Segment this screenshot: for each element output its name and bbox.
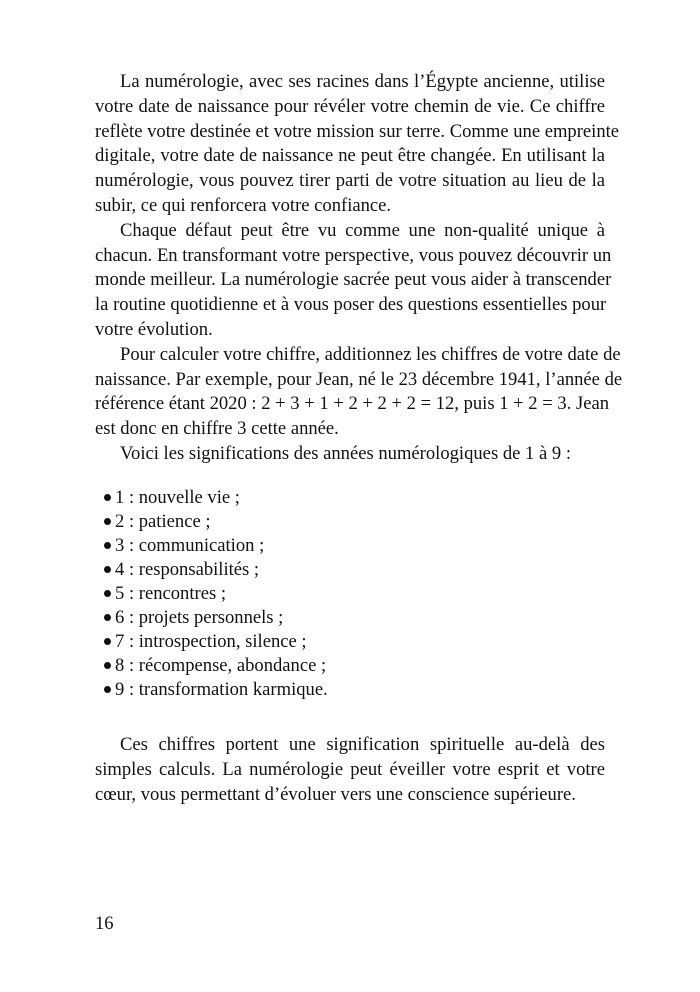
text-line: Voici les significations des années numérologiques de 1 à 9 : xyxy=(120,442,571,464)
text-line: cœur, vous permettant d’évoluer vers une conscience supérieure. xyxy=(95,783,576,805)
list-item xyxy=(104,678,604,702)
bullet-icon xyxy=(104,638,111,645)
list-item-text: 9 : transformation karmique. xyxy=(115,679,328,700)
body-text-top xyxy=(95,70,623,467)
text-line: Ces chiffres portent une signification spirituelle au-delà des xyxy=(120,734,605,755)
text-line: reflète votre destinée et votre mission sur terre. Comme une empreinte xyxy=(95,120,620,142)
list-item xyxy=(104,606,604,630)
text-line: digitale, votre date de naissance ne peut être changée. En utilisant la xyxy=(95,145,605,167)
paragraph xyxy=(95,70,620,219)
list-item-text: 4 : responsabilités ; xyxy=(115,559,260,580)
text-line: monde meilleur. La numérologie sacrée peut vous aider à transcender xyxy=(95,269,612,291)
text-line: votre date de naissance pour révéler votre chemin de vie. Ce chiffre xyxy=(95,95,605,117)
bullet-icon xyxy=(104,662,111,669)
list-item xyxy=(104,630,604,654)
text-line: Chaque défaut peut être vu comme une non-qualité unique à xyxy=(120,219,605,241)
bullet-icon xyxy=(104,542,111,549)
list-item xyxy=(104,582,604,606)
list-item-text: 1 : nouvelle vie ; xyxy=(115,487,240,508)
numerology-years-list xyxy=(104,486,604,702)
bullet-icon xyxy=(104,566,111,573)
text-line: subir, ce qui renforcera votre confiance. xyxy=(95,194,392,216)
paragraph xyxy=(95,442,605,467)
list-item-text: 3 : communication ; xyxy=(115,535,265,556)
list-item-text: 8 : récompense, abondance ; xyxy=(115,655,327,676)
body-text-bottom xyxy=(95,733,605,807)
list-item xyxy=(104,534,604,558)
text-line: votre évolution. xyxy=(95,318,213,340)
list-item xyxy=(104,654,604,678)
list-item-text: 5 : rencontres ; xyxy=(115,583,227,604)
paragraph xyxy=(95,343,623,442)
bullet-icon xyxy=(104,686,111,693)
text-line: la routine quotidienne et à vous poser des questions essentielles pour xyxy=(95,294,607,316)
list-item xyxy=(104,510,604,534)
page-number: 16 xyxy=(95,913,114,934)
paragraph xyxy=(95,219,612,343)
text-line: La numérologie, avec ses racines dans l’Égypte ancienne, utilise xyxy=(120,71,605,92)
list-item xyxy=(104,558,604,582)
text-line: référence étant 2020 : 2 + 3 + 1 + 2 + 2 + 2 = 12, puis 1 + 2 = 3. Jean xyxy=(95,393,610,415)
list-item-text: 2 : patience ; xyxy=(115,511,211,532)
text-line: Pour calculer votre chiffre, additionnez les chiffres de votre date de xyxy=(120,343,621,365)
text-line: numérologie, vous pouvez tirer parti de votre situation au lieu de la xyxy=(95,170,605,192)
text-line: chacun. En transformant votre perspective, vous pouvez découvrir un xyxy=(95,244,612,266)
text-line: simples calculs. La numérologie peut éveiller votre esprit et votre xyxy=(95,758,605,780)
bullet-icon xyxy=(104,590,111,597)
list-item-text: 7 : introspection, silence ; xyxy=(115,631,307,652)
text-line: est donc en chiffre 3 cette année. xyxy=(95,418,339,440)
bullet-icon xyxy=(104,518,111,525)
text-line: naissance. Par exemple, pour Jean, né le 23 décembre 1941, l’année de xyxy=(95,368,623,390)
list-item xyxy=(104,486,604,510)
list-item-text: 6 : projets personnels ; xyxy=(115,607,284,628)
bullet-icon xyxy=(104,614,111,621)
bullet-icon xyxy=(104,494,111,501)
